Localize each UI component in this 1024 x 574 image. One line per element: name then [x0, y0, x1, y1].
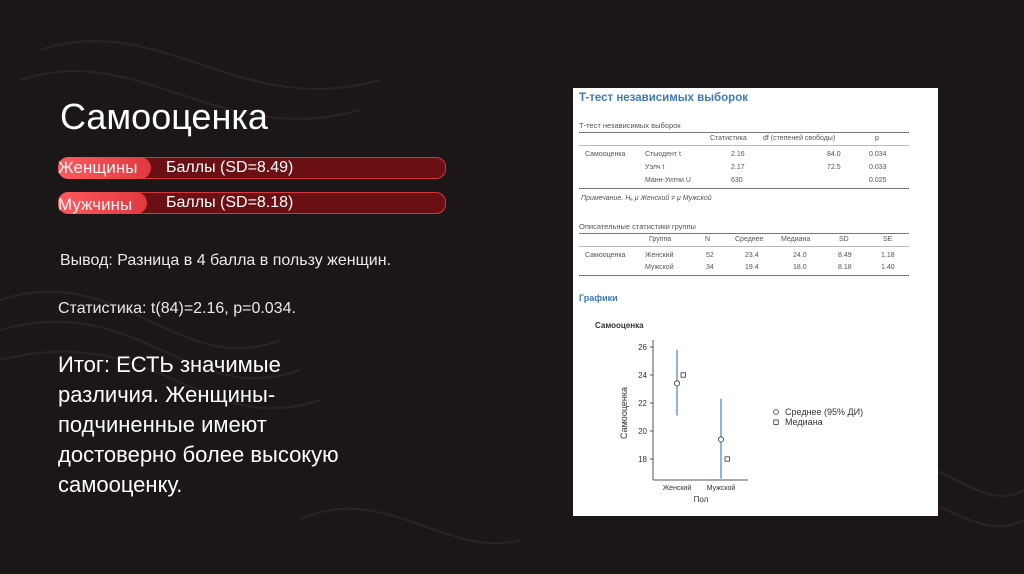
- table-cell: Уэлч t: [645, 164, 665, 171]
- ttest-header: p: [875, 135, 879, 142]
- table-cell: 34: [706, 264, 714, 271]
- legend-mean-marker: [774, 410, 779, 415]
- table-cell: 2.17: [731, 164, 745, 171]
- y-tick-label: 22: [638, 399, 647, 408]
- table-cell: 0.033: [869, 164, 887, 171]
- y-tick-label: 26: [638, 343, 647, 352]
- table-cell: 19.4: [745, 264, 759, 271]
- bar-row-women: [58, 157, 446, 179]
- legend-label-median: Медиана: [785, 417, 823, 427]
- legend-label-mean: Среднее (95% ДИ): [785, 407, 864, 417]
- table-cell: 1.18: [881, 252, 895, 259]
- bar-value-label: Баллы (SD=8.18): [166, 194, 294, 211]
- table-cell: 8.49: [838, 252, 852, 259]
- ttest-header: df (степеней свободы): [763, 135, 836, 142]
- results-panel: [573, 88, 938, 516]
- slide-title: Самооценка: [60, 96, 268, 137]
- legend-median-marker: [774, 420, 778, 424]
- chart-area: [573, 88, 938, 516]
- ttest-header: Статистика: [710, 135, 747, 142]
- desc-header: SE: [883, 236, 893, 243]
- ttest-caption: Т-тест независимых выборок: [579, 121, 681, 130]
- mean-point: [718, 437, 723, 442]
- table-cell: 630: [731, 177, 743, 184]
- x-tick-label: Мужской: [706, 485, 736, 492]
- table-cell: Стьюдент t: [645, 151, 681, 158]
- table-cell: Мужской: [645, 264, 674, 271]
- table-cell: Женский: [645, 252, 674, 259]
- y-axis-label: Самооценка: [619, 387, 629, 439]
- ttest-note: Примечание. Hₐ μ Женский ≠ μ Мужской: [581, 195, 712, 202]
- median-point: [725, 457, 729, 461]
- x-tick-label: Женский: [662, 485, 692, 492]
- table-cell: Манн-Уитни U: [645, 177, 691, 184]
- desc-header: N: [705, 236, 711, 243]
- statistics-text: Статистика: t(84)=2.16, p=0.034.: [58, 300, 296, 317]
- desc-header: Медиана: [781, 236, 811, 243]
- bar-group-label: Женщины: [58, 158, 138, 177]
- conclusion-text: Вывод: Разница в 4 балла в пользу женщин.: [60, 252, 391, 269]
- desc-header: Среднее: [735, 236, 764, 243]
- table-cell: 84.0: [827, 151, 841, 158]
- y-tick-label: 24: [638, 371, 647, 380]
- table-cell: 24.0: [793, 252, 807, 259]
- descriptives-caption: Описательные статистики группы: [579, 222, 696, 231]
- table-cell: 18.0: [793, 264, 807, 271]
- table-cell: 1.40: [881, 264, 895, 271]
- x-axis-label: Пол: [693, 495, 709, 504]
- bar-row-men: [58, 192, 446, 214]
- ttest-variable: Самооценка: [585, 151, 626, 158]
- table-cell: 72.5: [827, 164, 841, 171]
- panel-title: T-тест независимых выборок: [579, 92, 748, 104]
- desc-header: SD: [839, 236, 849, 243]
- bar-group-label: Мужчины: [58, 195, 133, 214]
- table-cell: 23.4: [745, 252, 759, 259]
- desc-header: Группа: [649, 236, 672, 243]
- bar-value-label: Баллы (SD=8.49): [166, 159, 294, 176]
- chart-title: Самооценка: [595, 321, 644, 330]
- mean-point: [674, 381, 679, 386]
- plots-heading: Графики: [579, 293, 618, 303]
- y-tick-label: 18: [638, 455, 647, 464]
- table-cell: 0.025: [869, 177, 887, 184]
- table-cell: 2.16: [731, 151, 745, 158]
- desc-variable: Самооценка: [585, 252, 626, 259]
- y-tick-label: 20: [638, 427, 647, 436]
- table-cell: 52: [706, 252, 714, 259]
- table-cell: 0.034: [869, 151, 887, 158]
- table-cell: 8.18: [838, 264, 852, 271]
- median-point: [681, 373, 685, 377]
- summary-text: Итог: ЕСТЬ значимые различия. Женщины-подчиненные имеют достоверно более высокую самооценку.: [58, 352, 339, 497]
